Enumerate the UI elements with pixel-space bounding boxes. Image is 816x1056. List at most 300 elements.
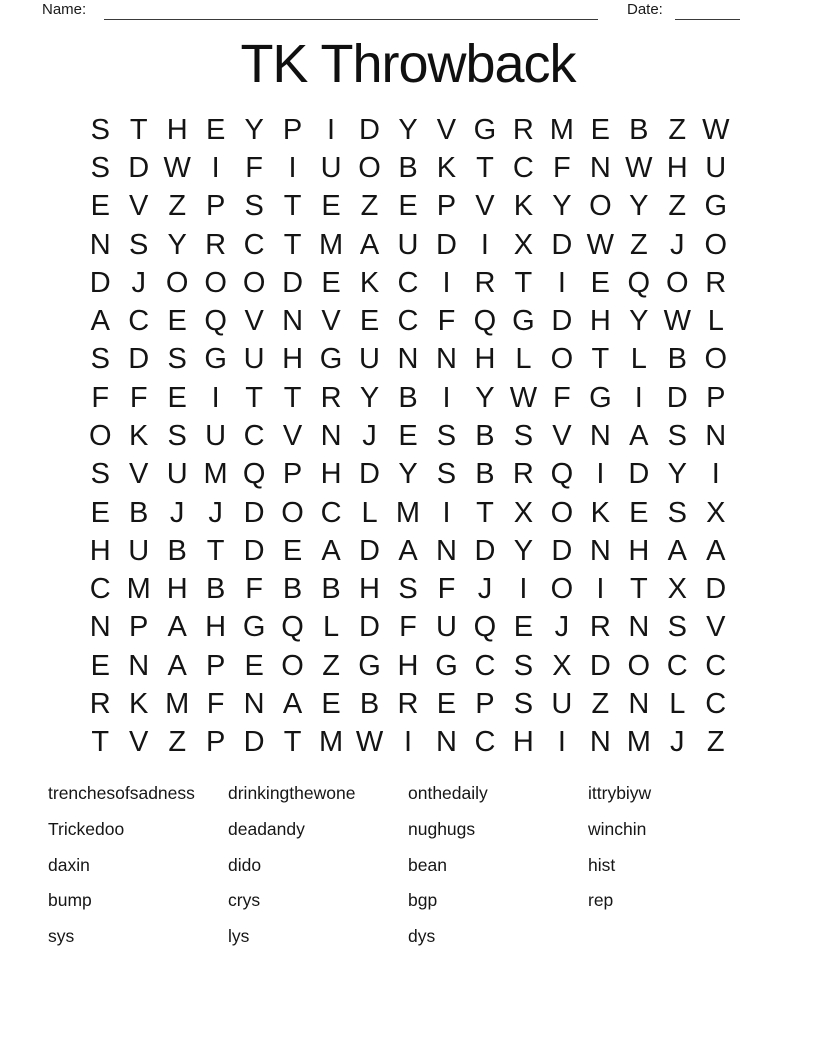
grid-letter: H [474,343,496,376]
grid-letter: O [88,419,112,452]
grid-letter: N [628,611,650,644]
grid-letter: O [358,151,381,184]
grid-letter: I [557,726,566,759]
grid-letter: J [169,496,185,529]
grid-letter: H [666,151,688,184]
grid-letter: W [663,305,691,338]
grid-letter: B [475,458,495,491]
word-list-item: ittrybiyw [588,783,652,803]
grid-letter: I [557,266,566,299]
word-list-item: daxin [48,854,90,875]
grid-letter: Z [168,190,187,223]
word-list-column [228,782,408,961]
grid-letter: P [436,190,457,223]
grid-letter: K [129,419,149,452]
grid-letter: W [509,381,538,414]
grid-letter: W [702,113,730,146]
grid-letter: P [205,190,226,223]
grid-letter: A [667,534,687,567]
grid-letter: U [128,534,150,567]
grid-letter: U [320,151,342,184]
grid-letter: I [211,381,220,414]
word-list-item: bump [48,890,92,911]
grid-letter: T [245,381,263,414]
grid-letter: P [282,113,303,146]
grid-letter: D [705,573,727,606]
grid-letter: D [589,649,611,682]
grid-letter: I [596,573,605,606]
grid-letter: Z [168,726,187,759]
grid-letter: N [589,419,611,452]
grid-letter: J [477,573,493,606]
grid-letter: O [550,343,574,376]
grid-letter: A [321,534,341,567]
grid-letter: C [512,151,534,184]
grid-letter: T [514,266,533,299]
puzzle-title: TK Throwback [240,34,576,94]
word-list-item: dys [408,926,436,947]
grid-letter: F [553,151,571,184]
grid-letter: W [586,228,615,261]
grid-letter: W [163,151,191,184]
grid-letter: C [243,228,265,261]
grid-letter: A [90,305,110,338]
date-fill-in-line[interactable] [675,18,740,20]
grid-letter: V [436,113,457,146]
grid-letter: L [707,305,724,338]
grid-letter: Z [668,113,687,146]
grid-letter: S [667,496,687,529]
grid-letter: X [513,228,534,261]
grid-letter: E [167,381,187,414]
word-list-column [588,782,768,961]
word-list-item: winchin [588,818,647,839]
grid-letter: H [628,534,650,567]
grid-letter: N [589,151,611,184]
grid-letter: G [704,190,728,223]
grid-letter: I [596,458,605,491]
grid-letter: N [435,534,457,567]
grid-letter: N [589,726,611,759]
grid-letter: O [281,496,304,529]
grid-letter: S [244,190,264,223]
grid-letter: F [245,151,263,184]
grid-letter: E [321,190,341,223]
grid-letter: S [513,419,534,452]
grid-letter: Y [667,458,687,491]
grid-letter: D [243,534,265,567]
grid-letter: L [630,343,647,376]
grid-letter: Q [204,305,227,338]
grid-letter: E [513,611,534,644]
grid-letter: S [436,419,457,452]
grid-letter: T [283,228,302,261]
grid-letter: T [91,726,110,759]
word-list-item: bgp [408,890,438,911]
grid-letter: M [318,726,344,759]
grid-letter: J [554,611,570,644]
grid-letter: M [126,573,151,606]
grid-letter: L [361,496,378,529]
grid-letter: Q [281,611,304,644]
grid-letter: V [475,190,495,223]
grid-letter: R [512,458,534,491]
grid-letter: C [243,419,265,452]
grid-letter: E [321,688,341,721]
grid-letter: U [166,458,188,491]
grid-letter: R [397,688,419,721]
grid-letter: V [282,419,303,452]
grid-letter: O [550,496,574,529]
grid-letter: R [589,611,611,644]
grid-letter: O [627,649,651,682]
grid-letter: T [283,190,302,223]
grid-letter: C [705,649,727,682]
grid-letter: G [435,649,458,682]
grid-letter: K [129,688,149,721]
grid-letter: K [359,266,380,299]
grid-letter: A [167,649,187,682]
grid-letter: V [244,305,264,338]
grid-letter: H [320,458,342,491]
grid-letter: S [436,458,457,491]
grid-letter: I [711,458,720,491]
grid-letter: S [90,113,110,146]
word-list-item: hist [588,854,616,875]
grid-letter: Q [550,458,574,491]
word-list-item: Trickedoo [48,818,125,839]
grid-letter: O [165,266,189,299]
grid-letter: C [89,573,111,606]
grid-letter: G [512,305,535,338]
grid-letter: Z [360,190,379,223]
grid-letter: A [359,228,380,261]
grid-letter: M [395,496,421,529]
grid-letter: B [282,573,303,606]
grid-letter: G [204,343,227,376]
grid-letter: B [359,688,380,721]
grid-letter: M [203,458,228,491]
grid-letter: V [552,419,572,452]
grid-letter: T [283,381,302,414]
grid-letter: E [359,305,380,338]
grid-letter: N [435,343,457,376]
grid-letter: C [474,649,496,682]
grid-letter: Y [552,190,572,223]
grid-letter: D [359,458,380,491]
grid-letter: G [242,611,266,644]
grid-letter: C [474,726,496,759]
grid-letter: D [359,534,380,567]
grid-letter: E [398,190,418,223]
grid-letter: I [327,113,336,146]
word-list-item: drinkingthewone [228,783,356,803]
grid-letter: H [166,113,188,146]
grid-letter: N [89,611,111,644]
word-list-item: onthedaily [408,783,488,803]
grid-letter: F [437,305,456,338]
grid-letter: N [589,534,611,567]
grid-letter: C [397,305,419,338]
grid-letter: E [629,496,649,529]
grid-letter: Y [398,113,418,146]
grid-letter: S [90,343,110,376]
grid-letter: M [318,228,344,261]
grid-letter: A [167,611,187,644]
grid-letter: B [398,381,418,414]
grid-letter: D [89,266,111,299]
grid-letter: P [129,611,149,644]
grid-letter: D [551,534,573,567]
word-list-item: sys [48,926,75,947]
grid-letter: X [513,496,534,529]
word-list-item: bean [408,854,447,875]
grid-letter: D [628,458,650,491]
grid-letter: E [590,266,611,299]
grid-letter: Y [244,113,264,146]
grid-letter: G [319,343,343,376]
grid-letter: A [706,534,726,567]
grid-letter: P [706,381,726,414]
grid-letter: X [552,649,572,682]
grid-letter: T [283,726,302,759]
grid-letter: Z [706,726,725,759]
grid-letter: B [129,496,149,529]
grid-letter: R [474,266,496,299]
grid-letter: U [243,343,265,376]
grid-letter: W [625,151,653,184]
grid-letter: L [322,611,340,644]
grid-letter: Y [398,458,418,491]
grid-letter: T [629,573,648,606]
grid-letter: D [243,496,265,529]
grid-letter: V [129,458,149,491]
grid-letter: V [321,305,341,338]
grid-letter: F [206,688,225,721]
grid-letter: C [397,266,419,299]
grid-letter: O [666,266,689,299]
grid-letter: Q [473,611,497,644]
grid-letter: E [205,113,226,146]
name-label: Name: [42,1,87,18]
grid-letter: I [519,573,528,606]
grid-letter: E [244,649,264,682]
grid-letter: V [129,190,149,223]
grid-letter: B [205,573,226,606]
grid-letter: J [362,419,377,452]
grid-letter: R [89,688,111,721]
grid-letter: C [666,649,688,682]
grid-letter: D [551,305,573,338]
grid-letter: J [208,496,223,529]
word-list-column [48,782,228,961]
grid-letter: N [89,228,111,261]
grid-letter: G [473,113,497,146]
word-list-item: crys [228,890,261,911]
grid-letter: N [628,688,650,721]
grid-letter: B [167,534,187,567]
grid-letter: E [436,688,457,721]
grid-letter: D [359,113,380,146]
word-grid [81,111,735,762]
grid-letter: S [129,228,149,261]
grid-letter: Q [627,266,651,299]
grid-letter: D [666,381,688,414]
grid-letter: N [282,305,304,338]
grid-letter: U [397,228,419,261]
grid-letter: I [442,381,451,414]
grid-letter: E [90,190,110,223]
grid-letter: U [551,688,573,721]
grid-letter: H [359,573,380,606]
grid-letter: S [398,573,418,606]
grid-letter: D [128,151,150,184]
word-list-item: deadandy [228,818,305,839]
grid-letter: I [442,496,451,529]
grid-letter: K [436,151,457,184]
grid-letter: E [167,305,187,338]
grid-letter: R [320,381,342,414]
grid-letter: K [590,496,611,529]
grid-letter: P [475,688,495,721]
grid-letter: P [205,726,226,759]
grid-letter: H [397,649,419,682]
grid-letter: H [89,534,111,567]
grid-letter: R [512,113,534,146]
grid-letter: F [245,573,263,606]
grid-letter: R [205,228,227,261]
name-fill-in-line[interactable] [104,18,598,20]
grid-letter: P [205,649,226,682]
grid-letter: B [629,113,649,146]
grid-letter: O [242,266,266,299]
grid-letter: B [667,343,687,376]
grid-letter: Y [167,228,187,261]
grid-letter: N [320,419,342,452]
grid-letter: Z [322,649,340,682]
grid-letter: E [90,649,110,682]
grid-letter: J [670,228,685,261]
grid-letter: D [435,228,457,261]
grid-letter: N [128,649,150,682]
grid-letter: M [165,688,190,721]
grid-letter: M [549,113,574,146]
grid-letter: E [321,266,341,299]
word-list-item: lys [228,926,250,947]
grid-letter: S [167,419,187,452]
grid-letter: Y [629,305,649,338]
grid-letter: U [435,611,457,644]
grid-letter: F [437,573,456,606]
grid-letter: T [476,151,494,184]
word-list-item: dido [228,854,262,875]
grid-letter: O [704,228,728,261]
grid-letter: R [705,266,727,299]
grid-letter: O [589,190,612,223]
grid-letter: W [355,726,384,759]
grid-letter: Y [475,381,495,414]
grid-letter: N [705,419,727,452]
grid-letter: Y [629,190,649,223]
grid-letter: I [634,381,643,414]
grid-letter: Z [591,688,610,721]
grid-letter: E [398,419,418,452]
grid-letter: Z [668,190,687,223]
grid-letter: V [706,611,726,644]
grid-letter: H [282,343,304,376]
grid-letter: X [667,573,687,606]
grid-letter: H [205,611,227,644]
grid-letter: A [629,419,649,452]
grid-letter: I [211,151,220,184]
grid-letter: U [705,151,727,184]
date-label: Date: [627,1,663,18]
grid-letter: F [553,381,571,414]
grid-letter: S [90,458,110,491]
grid-letter: Z [629,228,648,261]
grid-letter: E [282,534,303,567]
grid-letter: N [435,726,457,759]
grid-letter: D [128,343,150,376]
word-list-item: nughugs [408,818,476,839]
grid-letter: Q [473,305,497,338]
grid-letter: O [204,266,227,299]
grid-letter: I [442,266,451,299]
grid-letter: K [513,190,534,223]
grid-letter: X [706,496,726,529]
grid-letter: O [704,343,728,376]
grid-letter: H [166,573,188,606]
grid-letter: F [399,611,417,644]
grid-letter: D [359,611,380,644]
grid-letter: B [475,419,495,452]
grid-letter: S [667,419,687,452]
grid-letter: T [476,496,494,529]
grid-letter: U [205,419,227,452]
grid-letter: D [282,266,304,299]
grid-letter: Q [242,458,266,491]
grid-letter: V [129,726,149,759]
grid-letter: F [91,381,110,414]
grid-letter: I [403,726,413,759]
grid-letter: S [167,343,187,376]
grid-letter: T [129,113,148,146]
word-list [48,782,788,961]
grid-letter: D [243,726,265,759]
grid-letter: T [591,343,610,376]
grid-letter: U [359,343,380,376]
grid-letter: B [321,573,341,606]
grid-letter: Y [359,381,380,414]
grid-letter: H [589,305,611,338]
grid-letter: Y [513,534,534,567]
word-list-column [408,782,588,961]
grid-letter: N [397,343,419,376]
word-list-item: trenchesofsadness [48,783,195,803]
grid-letter: D [474,534,496,567]
grid-letter: J [670,726,685,759]
grid-letter: C [320,496,342,529]
grid-letter: G [589,381,612,414]
grid-letter: I [480,228,489,261]
grid-letter: I [288,151,297,184]
grid-letter: M [626,726,651,759]
word-list-item: rep [588,890,614,911]
grid-letter: D [551,228,573,261]
grid-letter: J [131,266,146,299]
grid-letter: O [550,573,574,606]
grid-letter: B [398,151,418,184]
